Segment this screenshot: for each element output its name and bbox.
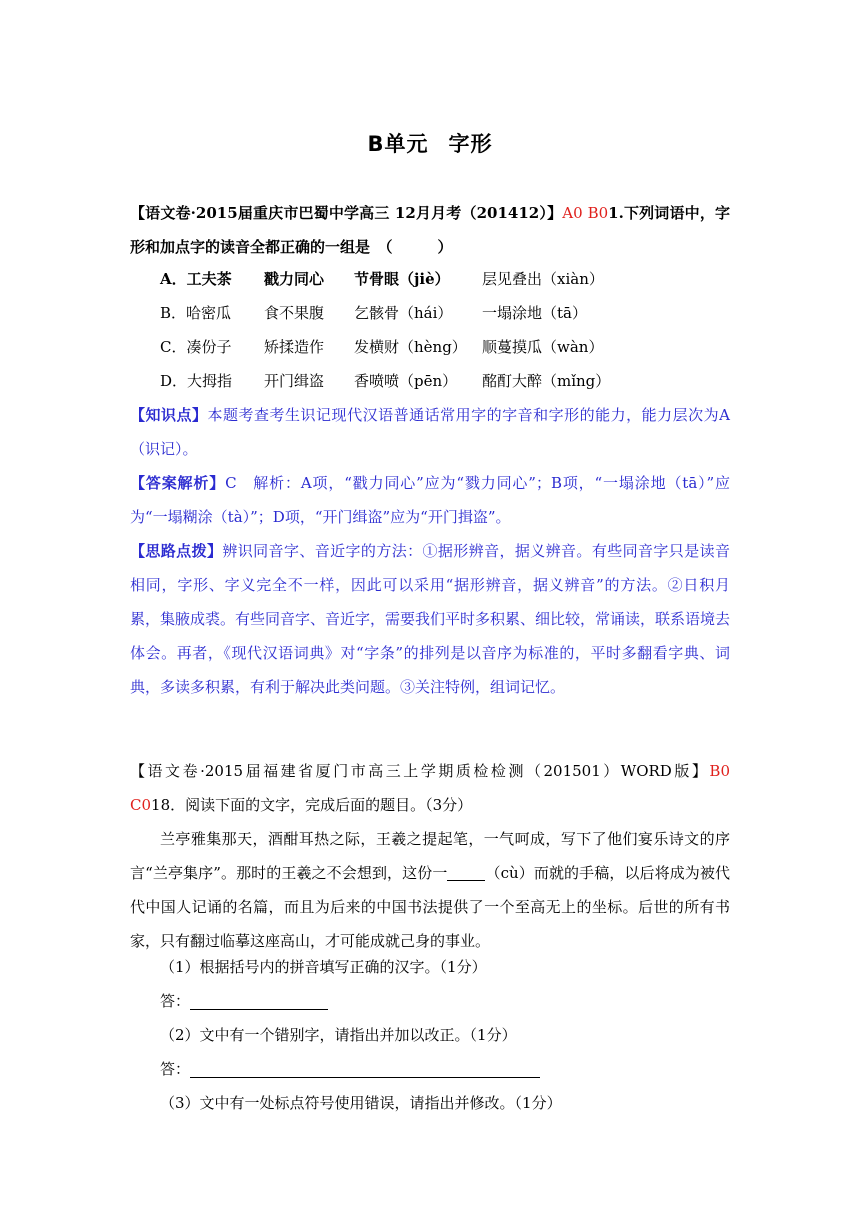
q1-code: A0 B0 bbox=[562, 204, 609, 222]
q2-answer-2 bbox=[160, 1052, 730, 1086]
knowledge-label: 【知识点】 bbox=[130, 406, 208, 424]
q2-stem: 18．阅读下面的文字，完成后面的题目。（3分） bbox=[151, 796, 473, 814]
q1-stem: 1.下列词语中，字形和加点字的读音全都正确的一组是 （ ） bbox=[130, 204, 730, 256]
q1-knowledge bbox=[130, 398, 730, 466]
q1-option-d: D．大拇指 开门缉盗 香喷喷（pēn） 酩酊大醉（mǐng） bbox=[160, 372, 611, 390]
q1-option-a: A．工夫茶 戳力同心 节骨眼（jiè） 层见叠出（xiàn） bbox=[160, 270, 604, 288]
unit-title bbox=[0, 128, 860, 158]
q1-tips bbox=[130, 534, 730, 704]
answer-1-label: 答： bbox=[160, 992, 191, 1010]
q1-answer bbox=[130, 466, 730, 534]
answer-text: C 解析：A项，“戳力同心”应为“戮力同心”；B项，“一塌涂地（tā）”应为“一塌糊涂（tà）”；D项，“开门缉盗”应为“开门揖盗”。 bbox=[130, 474, 730, 526]
answer-label: 【答案解析】 bbox=[130, 474, 226, 492]
passage-part-2: （cù）而就的手稿，以后将成为被代代中国人记诵的名篇，而且为后来的中国书法提供了一个至高无上的坐标。后世的所有书家，只有翻过临摹这座高山，才可能成就己身的事业。 bbox=[130, 864, 730, 950]
q1-header bbox=[130, 196, 730, 264]
answer-2-line[interactable] bbox=[190, 1059, 540, 1078]
q2-header bbox=[130, 754, 746, 822]
q2-sub3: （3）文中有一处标点符号使用错误，请指出并修改。（1分） bbox=[160, 1094, 562, 1112]
q2-passage bbox=[130, 822, 730, 958]
q2-source: 【语文卷·2015届福建省厦门市高三上学期质检检测（201501）WORD版】 bbox=[130, 762, 710, 780]
knowledge-text: 本题考查考生识记现代汉语普通话常用字的字音和字形的能力，能力层次为A（识记）。 bbox=[130, 406, 730, 458]
answer-1-line[interactable] bbox=[190, 991, 328, 1010]
fill-blank[interactable] bbox=[447, 864, 485, 881]
answer-2-label: 答： bbox=[160, 1060, 191, 1078]
tips-text: 辨识同音字、音近字的方法：①据形辨音，据义辨音。有些同音字只是读音相同，字形、字义完全不一样，因此可以采用“据形辨音，据义辨音”的方法。②日积月累，集腋成裘。有些同音字、音近字，需要我们平时多积累、细比较，常诵读，联系语境去体会。再者，《现代汉语词典》对“字条”的排列是以音序为标准的，平时多翻看字典、词典，多读多积累，有利于解决此类问题。③关注特例，组词记忆。 bbox=[130, 542, 731, 696]
q2-answer-1 bbox=[160, 984, 730, 1018]
q2-sub2: （2）文中有一个错别字，请指出并加以改正。（1分） bbox=[160, 1026, 517, 1044]
q1-option-c: C．凑份子 矫揉造作 发横财（hèng） 顺蔓摸瓜（wàn） bbox=[160, 338, 604, 356]
q1-source: 【语文卷·2015届重庆市巴蜀中学高三 12月月考（201412）】 bbox=[130, 204, 563, 222]
q1-option-b: B．哈密瓜 食不果腹 乞骸骨（hái） 一塌涂地（tā） bbox=[160, 304, 587, 322]
q2-code: B0 C0 bbox=[130, 762, 746, 814]
unit-topic: 字形 bbox=[448, 132, 493, 156]
tips-label: 【思路点拨】 bbox=[130, 542, 223, 560]
unit-label: B单元 bbox=[367, 132, 429, 156]
q2-sub1: （1）根据括号内的拼音填写正确的汉字。（1分） bbox=[160, 958, 487, 976]
passage-part-1: 兰亭雅集那天，酒酣耳热之际，王羲之提起笔，一气呵成，写下了他们宴乐诗文的序言“兰亭集序”。那时的王羲之不会想到，这份一 bbox=[130, 830, 730, 882]
